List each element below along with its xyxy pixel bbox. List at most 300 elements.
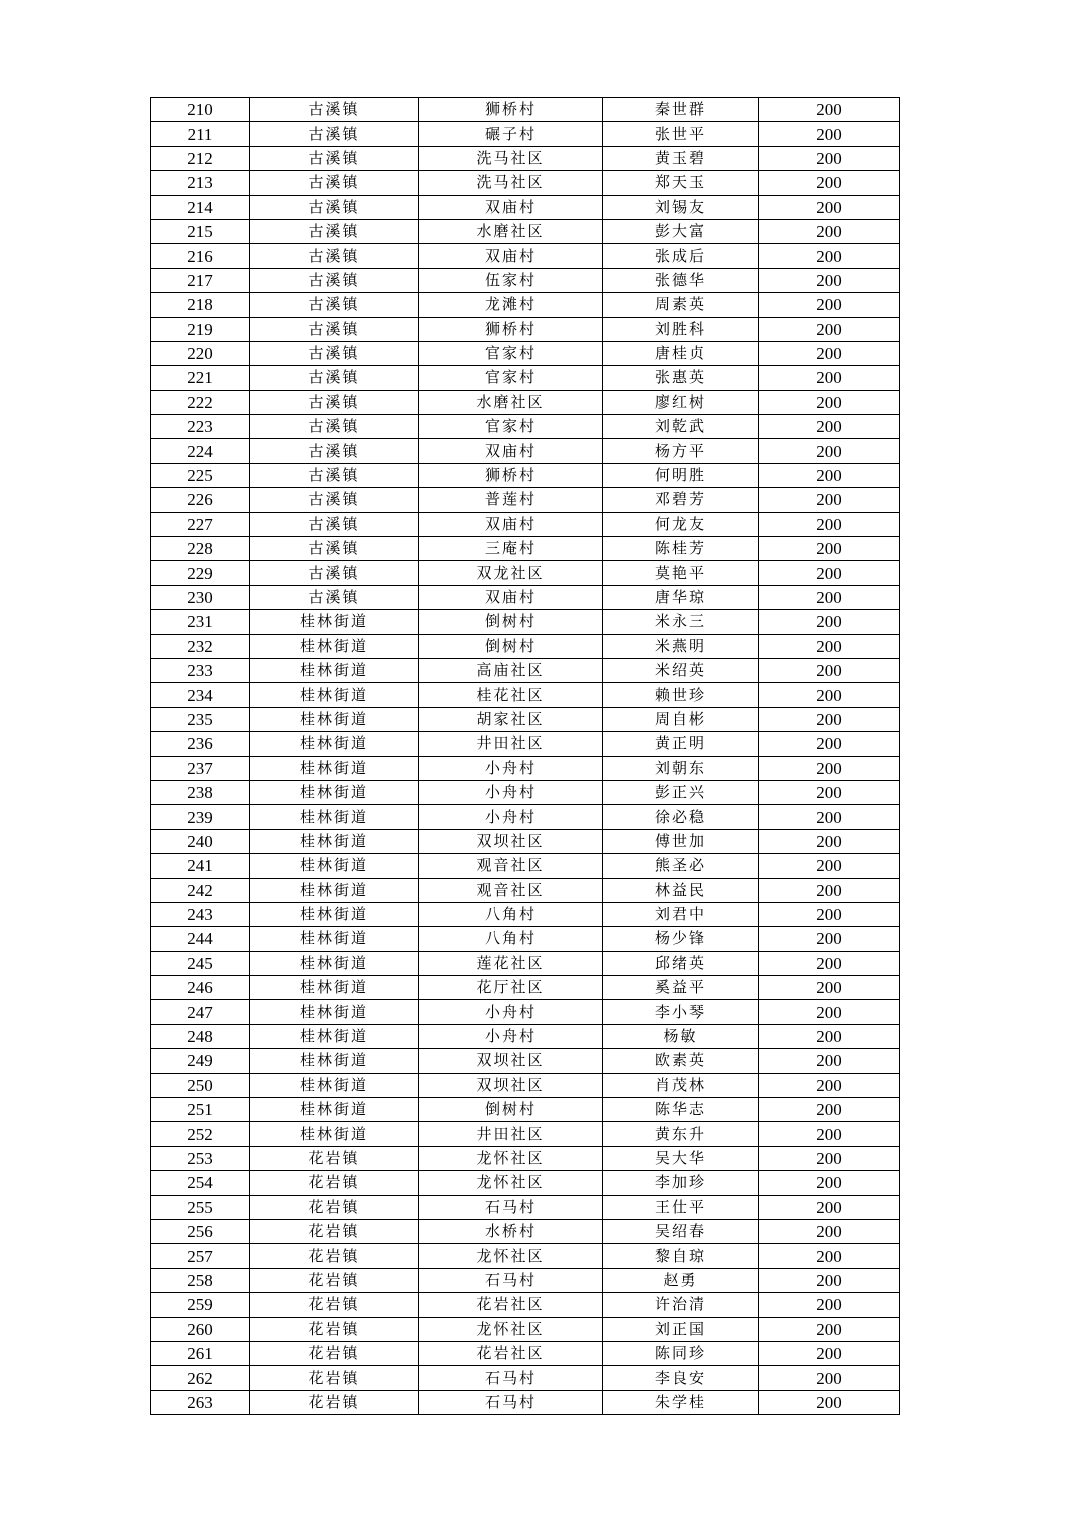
name-cell: 刘乾武 — [603, 415, 759, 439]
name-cell: 邓碧芳 — [603, 488, 759, 512]
amount-cell: 200 — [759, 854, 900, 878]
serial-number-cell: 220 — [151, 341, 250, 365]
serial-number-cell: 240 — [151, 829, 250, 853]
township-cell: 古溪镇 — [250, 244, 419, 268]
township-cell: 桂林街道 — [250, 1000, 419, 1024]
name-cell: 张德华 — [603, 268, 759, 292]
amount-cell: 200 — [759, 537, 900, 561]
name-cell: 杨少锋 — [603, 927, 759, 951]
village-cell: 小舟村 — [419, 1000, 603, 1024]
village-cell: 桂花社区 — [419, 683, 603, 707]
name-cell: 米燕明 — [603, 634, 759, 658]
name-cell: 陈桂芳 — [603, 537, 759, 561]
amount-cell: 200 — [759, 780, 900, 804]
amount-cell: 200 — [759, 195, 900, 219]
township-cell: 桂林街道 — [250, 683, 419, 707]
table-row — [151, 756, 900, 780]
amount-cell: 200 — [759, 1390, 900, 1414]
amount-cell: 200 — [759, 951, 900, 975]
village-cell: 石马村 — [419, 1268, 603, 1292]
name-cell: 张成后 — [603, 244, 759, 268]
subsidy-list-table — [150, 97, 900, 1415]
village-cell: 小舟村 — [419, 780, 603, 804]
township-cell: 花岩镇 — [250, 1317, 419, 1341]
amount-cell: 200 — [759, 415, 900, 439]
name-cell: 秦世群 — [603, 98, 759, 122]
serial-number-cell: 258 — [151, 1268, 250, 1292]
serial-number-cell: 236 — [151, 732, 250, 756]
township-cell: 古溪镇 — [250, 415, 419, 439]
amount-cell: 200 — [759, 878, 900, 902]
table-row — [151, 244, 900, 268]
serial-number-cell: 226 — [151, 488, 250, 512]
name-cell: 米绍英 — [603, 658, 759, 682]
township-cell: 桂林街道 — [250, 610, 419, 634]
serial-number-cell: 227 — [151, 512, 250, 536]
township-cell: 花岩镇 — [250, 1195, 419, 1219]
township-cell: 花岩镇 — [250, 1146, 419, 1170]
village-cell: 石马村 — [419, 1366, 603, 1390]
township-cell: 桂林街道 — [250, 1073, 419, 1097]
name-cell: 朱学桂 — [603, 1390, 759, 1414]
serial-number-cell: 231 — [151, 610, 250, 634]
serial-number-cell: 223 — [151, 415, 250, 439]
name-cell: 彭大富 — [603, 219, 759, 243]
table-row — [151, 463, 900, 487]
serial-number-cell: 259 — [151, 1293, 250, 1317]
table-row — [151, 1293, 900, 1317]
table-row — [151, 1122, 900, 1146]
amount-cell: 200 — [759, 658, 900, 682]
village-cell: 八角村 — [419, 902, 603, 926]
name-cell: 黄玉碧 — [603, 146, 759, 170]
amount-cell: 200 — [759, 439, 900, 463]
serial-number-cell: 253 — [151, 1146, 250, 1170]
serial-number-cell: 216 — [151, 244, 250, 268]
table-row — [151, 902, 900, 926]
village-cell: 井田社区 — [419, 1122, 603, 1146]
village-cell: 小舟村 — [419, 805, 603, 829]
serial-number-cell: 219 — [151, 317, 250, 341]
village-cell: 倒树村 — [419, 1098, 603, 1122]
amount-cell: 200 — [759, 244, 900, 268]
serial-number-cell: 244 — [151, 927, 250, 951]
township-cell: 桂林街道 — [250, 927, 419, 951]
village-cell: 小舟村 — [419, 1024, 603, 1048]
name-cell: 欧素英 — [603, 1049, 759, 1073]
township-cell: 花岩镇 — [250, 1219, 419, 1243]
village-cell: 高庙社区 — [419, 658, 603, 682]
table-row — [151, 146, 900, 170]
village-cell: 碾子村 — [419, 122, 603, 146]
name-cell: 杨方平 — [603, 439, 759, 463]
amount-cell: 200 — [759, 1098, 900, 1122]
township-cell: 古溪镇 — [250, 537, 419, 561]
name-cell: 黄东升 — [603, 1122, 759, 1146]
serial-number-cell: 239 — [151, 805, 250, 829]
amount-cell: 200 — [759, 317, 900, 341]
table-row — [151, 1341, 900, 1365]
amount-cell: 200 — [759, 1049, 900, 1073]
township-cell: 桂林街道 — [250, 756, 419, 780]
table-row — [151, 585, 900, 609]
amount-cell: 200 — [759, 1171, 900, 1195]
serial-number-cell: 241 — [151, 854, 250, 878]
amount-cell: 200 — [759, 1317, 900, 1341]
name-cell: 赖世珍 — [603, 683, 759, 707]
table-row — [151, 98, 900, 122]
table-row — [151, 293, 900, 317]
name-cell: 许治清 — [603, 1293, 759, 1317]
name-cell: 赵勇 — [603, 1268, 759, 1292]
village-cell: 石马村 — [419, 1390, 603, 1414]
table-row — [151, 1219, 900, 1243]
name-cell: 唐华琼 — [603, 585, 759, 609]
table-row — [151, 1073, 900, 1097]
serial-number-cell: 247 — [151, 1000, 250, 1024]
township-cell: 古溪镇 — [250, 219, 419, 243]
township-cell: 古溪镇 — [250, 488, 419, 512]
village-cell: 观音社区 — [419, 878, 603, 902]
table-row — [151, 610, 900, 634]
amount-cell: 200 — [759, 463, 900, 487]
serial-number-cell: 256 — [151, 1219, 250, 1243]
serial-number-cell: 230 — [151, 585, 250, 609]
table-row — [151, 634, 900, 658]
township-cell: 古溪镇 — [250, 98, 419, 122]
serial-number-cell: 249 — [151, 1049, 250, 1073]
village-cell: 龙滩村 — [419, 293, 603, 317]
village-cell: 官家村 — [419, 366, 603, 390]
table-row — [151, 780, 900, 804]
amount-cell: 200 — [759, 805, 900, 829]
township-cell: 花岩镇 — [250, 1171, 419, 1195]
township-cell: 古溪镇 — [250, 463, 419, 487]
township-cell: 桂林街道 — [250, 854, 419, 878]
township-cell: 桂林街道 — [250, 878, 419, 902]
name-cell: 杨敏 — [603, 1024, 759, 1048]
village-cell: 洗马社区 — [419, 171, 603, 195]
village-cell: 水磨社区 — [419, 219, 603, 243]
table-row — [151, 171, 900, 195]
amount-cell: 200 — [759, 1341, 900, 1365]
village-cell: 狮桥村 — [419, 463, 603, 487]
amount-cell: 200 — [759, 610, 900, 634]
village-cell: 龙怀社区 — [419, 1317, 603, 1341]
township-cell: 桂林街道 — [250, 707, 419, 731]
amount-cell: 200 — [759, 488, 900, 512]
serial-number-cell: 222 — [151, 390, 250, 414]
table-row — [151, 317, 900, 341]
table-row — [151, 512, 900, 536]
village-cell: 莲花社区 — [419, 951, 603, 975]
township-cell: 古溪镇 — [250, 293, 419, 317]
township-cell: 古溪镇 — [250, 585, 419, 609]
amount-cell: 200 — [759, 146, 900, 170]
table-row — [151, 1171, 900, 1195]
name-cell: 吴大华 — [603, 1146, 759, 1170]
township-cell: 花岩镇 — [250, 1366, 419, 1390]
township-cell: 花岩镇 — [250, 1268, 419, 1292]
township-cell: 花岩镇 — [250, 1341, 419, 1365]
township-cell: 古溪镇 — [250, 195, 419, 219]
township-cell: 花岩镇 — [250, 1244, 419, 1268]
village-cell: 双庙村 — [419, 244, 603, 268]
name-cell: 李良安 — [603, 1366, 759, 1390]
table-row — [151, 1366, 900, 1390]
table-body — [151, 98, 900, 1415]
township-cell: 桂林街道 — [250, 1049, 419, 1073]
township-cell: 桂林街道 — [250, 634, 419, 658]
village-cell: 八角村 — [419, 927, 603, 951]
township-cell: 桂林街道 — [250, 732, 419, 756]
township-cell: 古溪镇 — [250, 439, 419, 463]
township-cell: 桂林街道 — [250, 805, 419, 829]
serial-number-cell: 252 — [151, 1122, 250, 1146]
amount-cell: 200 — [759, 341, 900, 365]
amount-cell: 200 — [759, 390, 900, 414]
serial-number-cell: 246 — [151, 976, 250, 1000]
name-cell: 莫艳平 — [603, 561, 759, 585]
amount-cell: 200 — [759, 512, 900, 536]
amount-cell: 200 — [759, 927, 900, 951]
name-cell: 何明胜 — [603, 463, 759, 487]
village-cell: 花厅社区 — [419, 976, 603, 1000]
amount-cell: 200 — [759, 366, 900, 390]
name-cell: 张世平 — [603, 122, 759, 146]
serial-number-cell: 245 — [151, 951, 250, 975]
village-cell: 龙怀社区 — [419, 1146, 603, 1170]
table-row — [151, 1146, 900, 1170]
township-cell: 古溪镇 — [250, 390, 419, 414]
table-row — [151, 927, 900, 951]
township-cell: 古溪镇 — [250, 366, 419, 390]
name-cell: 刘朝东 — [603, 756, 759, 780]
serial-number-cell: 234 — [151, 683, 250, 707]
township-cell: 桂林街道 — [250, 780, 419, 804]
serial-number-cell: 242 — [151, 878, 250, 902]
table-row — [151, 341, 900, 365]
table-row — [151, 951, 900, 975]
amount-cell: 200 — [759, 902, 900, 926]
table-row — [151, 805, 900, 829]
name-cell: 徐必稳 — [603, 805, 759, 829]
serial-number-cell: 257 — [151, 1244, 250, 1268]
table-row — [151, 1195, 900, 1219]
table-row — [151, 122, 900, 146]
serial-number-cell: 217 — [151, 268, 250, 292]
amount-cell: 200 — [759, 829, 900, 853]
name-cell: 刘正国 — [603, 1317, 759, 1341]
serial-number-cell: 228 — [151, 537, 250, 561]
table-row — [151, 829, 900, 853]
village-cell: 观音社区 — [419, 854, 603, 878]
village-cell: 水桥村 — [419, 1219, 603, 1243]
table-row — [151, 537, 900, 561]
name-cell: 刘胜科 — [603, 317, 759, 341]
table-row — [151, 195, 900, 219]
serial-number-cell: 261 — [151, 1341, 250, 1365]
village-cell: 倒树村 — [419, 634, 603, 658]
village-cell: 普莲村 — [419, 488, 603, 512]
table-row — [151, 1317, 900, 1341]
township-cell: 桂林街道 — [250, 976, 419, 1000]
village-cell: 双庙村 — [419, 512, 603, 536]
township-cell: 古溪镇 — [250, 171, 419, 195]
village-cell: 官家村 — [419, 341, 603, 365]
village-cell: 花岩社区 — [419, 1293, 603, 1317]
name-cell: 林益民 — [603, 878, 759, 902]
serial-number-cell: 211 — [151, 122, 250, 146]
name-cell: 黎自琼 — [603, 1244, 759, 1268]
township-cell: 桂林街道 — [250, 1098, 419, 1122]
serial-number-cell: 238 — [151, 780, 250, 804]
amount-cell: 200 — [759, 98, 900, 122]
serial-number-cell: 233 — [151, 658, 250, 682]
table-row — [151, 561, 900, 585]
township-cell: 古溪镇 — [250, 146, 419, 170]
village-cell: 小舟村 — [419, 756, 603, 780]
name-cell: 郑天玉 — [603, 171, 759, 195]
table-row — [151, 1098, 900, 1122]
serial-number-cell: 213 — [151, 171, 250, 195]
name-cell: 吴绍春 — [603, 1219, 759, 1243]
amount-cell: 200 — [759, 756, 900, 780]
amount-cell: 200 — [759, 122, 900, 146]
name-cell: 刘锡友 — [603, 195, 759, 219]
village-cell: 双庙村 — [419, 585, 603, 609]
name-cell: 周自彬 — [603, 707, 759, 731]
serial-number-cell: 235 — [151, 707, 250, 731]
table-row — [151, 366, 900, 390]
name-cell: 邱绪英 — [603, 951, 759, 975]
village-cell: 井田社区 — [419, 732, 603, 756]
serial-number-cell: 255 — [151, 1195, 250, 1219]
township-cell: 桂林街道 — [250, 829, 419, 853]
table-row — [151, 658, 900, 682]
amount-cell: 200 — [759, 732, 900, 756]
village-cell: 水磨社区 — [419, 390, 603, 414]
amount-cell: 200 — [759, 1000, 900, 1024]
village-cell: 花岩社区 — [419, 1341, 603, 1365]
village-cell: 狮桥村 — [419, 317, 603, 341]
township-cell: 桂林街道 — [250, 1122, 419, 1146]
name-cell: 周素英 — [603, 293, 759, 317]
amount-cell: 200 — [759, 1073, 900, 1097]
name-cell: 陈同珍 — [603, 1341, 759, 1365]
serial-number-cell: 237 — [151, 756, 250, 780]
serial-number-cell: 218 — [151, 293, 250, 317]
amount-cell: 200 — [759, 219, 900, 243]
amount-cell: 200 — [759, 171, 900, 195]
name-cell: 傅世加 — [603, 829, 759, 853]
amount-cell: 200 — [759, 1024, 900, 1048]
township-cell: 古溪镇 — [250, 268, 419, 292]
township-cell: 花岩镇 — [250, 1293, 419, 1317]
name-cell: 黄正明 — [603, 732, 759, 756]
serial-number-cell: 251 — [151, 1098, 250, 1122]
serial-number-cell: 215 — [151, 219, 250, 243]
amount-cell: 200 — [759, 1366, 900, 1390]
village-cell: 双庙村 — [419, 439, 603, 463]
serial-number-cell: 225 — [151, 463, 250, 487]
table-row — [151, 1049, 900, 1073]
table-row — [151, 488, 900, 512]
table-row — [151, 219, 900, 243]
township-cell: 古溪镇 — [250, 122, 419, 146]
table-row — [151, 878, 900, 902]
township-cell: 古溪镇 — [250, 317, 419, 341]
village-cell: 狮桥村 — [419, 98, 603, 122]
township-cell: 桂林街道 — [250, 902, 419, 926]
village-cell: 倒树村 — [419, 610, 603, 634]
serial-number-cell: 221 — [151, 366, 250, 390]
amount-cell: 200 — [759, 1244, 900, 1268]
village-cell: 胡家社区 — [419, 707, 603, 731]
township-cell: 桂林街道 — [250, 1024, 419, 1048]
amount-cell: 200 — [759, 1219, 900, 1243]
table-row — [151, 1000, 900, 1024]
amount-cell: 200 — [759, 683, 900, 707]
name-cell: 张惠英 — [603, 366, 759, 390]
name-cell: 熊圣必 — [603, 854, 759, 878]
village-cell: 双坝社区 — [419, 1049, 603, 1073]
table-row — [151, 683, 900, 707]
amount-cell: 200 — [759, 1146, 900, 1170]
table-row — [151, 732, 900, 756]
township-cell: 桂林街道 — [250, 951, 419, 975]
serial-number-cell: 262 — [151, 1366, 250, 1390]
serial-number-cell: 232 — [151, 634, 250, 658]
village-cell: 双坝社区 — [419, 1073, 603, 1097]
township-cell: 古溪镇 — [250, 512, 419, 536]
amount-cell: 200 — [759, 1293, 900, 1317]
name-cell: 彭正兴 — [603, 780, 759, 804]
amount-cell: 200 — [759, 976, 900, 1000]
name-cell: 李加珍 — [603, 1171, 759, 1195]
amount-cell: 200 — [759, 634, 900, 658]
table-row — [151, 1024, 900, 1048]
table-row — [151, 1268, 900, 1292]
table-row — [151, 976, 900, 1000]
amount-cell: 200 — [759, 585, 900, 609]
name-cell: 何龙友 — [603, 512, 759, 536]
amount-cell: 200 — [759, 707, 900, 731]
table-row — [151, 854, 900, 878]
serial-number-cell: 243 — [151, 902, 250, 926]
serial-number-cell: 212 — [151, 146, 250, 170]
village-cell: 双庙村 — [419, 195, 603, 219]
amount-cell: 200 — [759, 1268, 900, 1292]
table-row — [151, 707, 900, 731]
name-cell: 米永三 — [603, 610, 759, 634]
village-cell: 石马村 — [419, 1195, 603, 1219]
amount-cell: 200 — [759, 293, 900, 317]
serial-number-cell: 248 — [151, 1024, 250, 1048]
name-cell: 李小琴 — [603, 1000, 759, 1024]
serial-number-cell: 254 — [151, 1171, 250, 1195]
village-cell: 双坝社区 — [419, 829, 603, 853]
serial-number-cell: 214 — [151, 195, 250, 219]
name-cell: 陈华志 — [603, 1098, 759, 1122]
serial-number-cell: 250 — [151, 1073, 250, 1097]
table-row — [151, 390, 900, 414]
serial-number-cell: 224 — [151, 439, 250, 463]
village-cell: 龙怀社区 — [419, 1244, 603, 1268]
amount-cell: 200 — [759, 1122, 900, 1146]
village-cell: 龙怀社区 — [419, 1171, 603, 1195]
township-cell: 花岩镇 — [250, 1390, 419, 1414]
